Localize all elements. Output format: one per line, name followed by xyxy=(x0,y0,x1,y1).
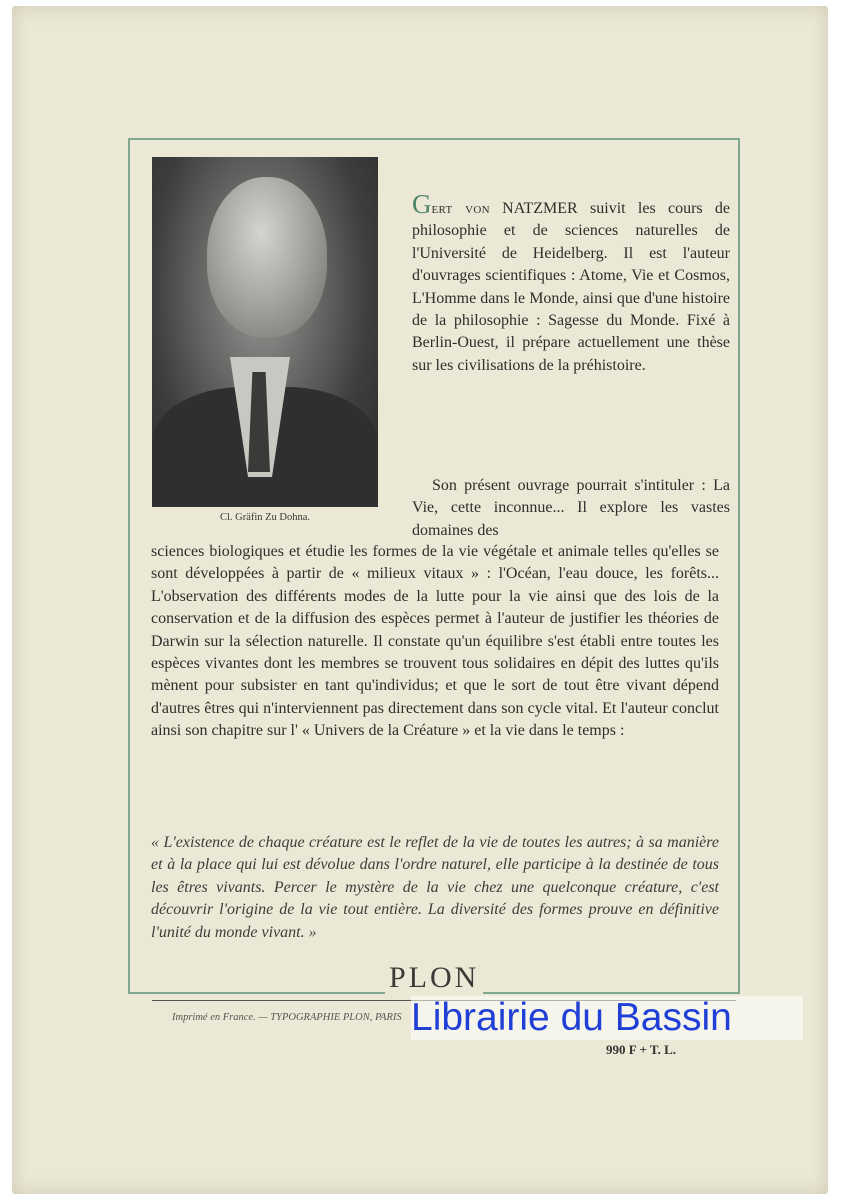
author-surname: NATZMER xyxy=(502,200,578,217)
summary-start: Son présent ouvrage pourrait s'intituler : La Vie, cette inconnue... Il explore les vastes domaines des xyxy=(412,477,730,539)
publisher-name: PLON xyxy=(385,961,483,995)
photo-caption: Cl. Gräfin Zu Dohna. xyxy=(219,512,311,523)
bio-text: suivit les cours de philosophie et de sciences naturelles de l'Université de Heidelberg. Il est l'auteur d'ouvrages scientifiques : Atome, Vie et Cosmos, L'Homme dans le Monde, ainsi que d'une histoire de la philosophie : Sagesse du Monde. Fixé à Berlin-Ouest, il prépare actuellement une thèse sur les civilisations de la préhistoire. xyxy=(412,200,731,374)
book-quote: « L'existence de chaque créature est le reflet de la vie de toutes les autres; à sa manière et à la place qui lui est dévolue dans l'ordre naturel, elle participe à la destinée de tous les êtres vivants. Percer le mystère de la vie chez une quelconque créature, c'est découvrir l'origine de la vie tout entière. La diversité des formes prouve en définitive l'unité du monde vivant. » xyxy=(151,834,719,941)
imprint-line: Imprimé en France. — TYPOGRAPHIE PLON, PARIS xyxy=(172,1012,402,1023)
photo-head xyxy=(207,177,327,337)
drop-cap: G xyxy=(412,189,432,219)
bookshop-watermark: Librairie du Bassin xyxy=(411,996,803,1040)
summary-continued: sciences biologiques et étudie les formes de la vie végétale et animale telles qu'elles se sont développées à partir de « milieux vitaux » : l'Océan, l'eau douce, les forêts... L'observation des différents modes de la lutte pour la vie ainsi que des lois de la conservation et de la diffusion des espèces permet à l'auteur de justifier les théories de Darwin sur la sélection naturelle. Il constate qu'un équilibre s'est établi entre toutes les espèces vivantes dont les membres se trouvent tous solidaires en dépit des luttes qu'ils mènent pour subsister en tant qu'individus; et que le sort de tout être vivant dépend d'autres êtres qui n'interviennent pas directement dans son cycle vital. Et l'auteur conclut ainsi son chapitre sur l' « Univers de la Créature » et la vie dans le temps : xyxy=(151,543,719,740)
price-label: 990 F + T. L. xyxy=(606,1042,677,1057)
author-name-rest: ert von xyxy=(431,200,490,217)
author-photo xyxy=(152,157,378,507)
author-bio xyxy=(412,189,731,377)
